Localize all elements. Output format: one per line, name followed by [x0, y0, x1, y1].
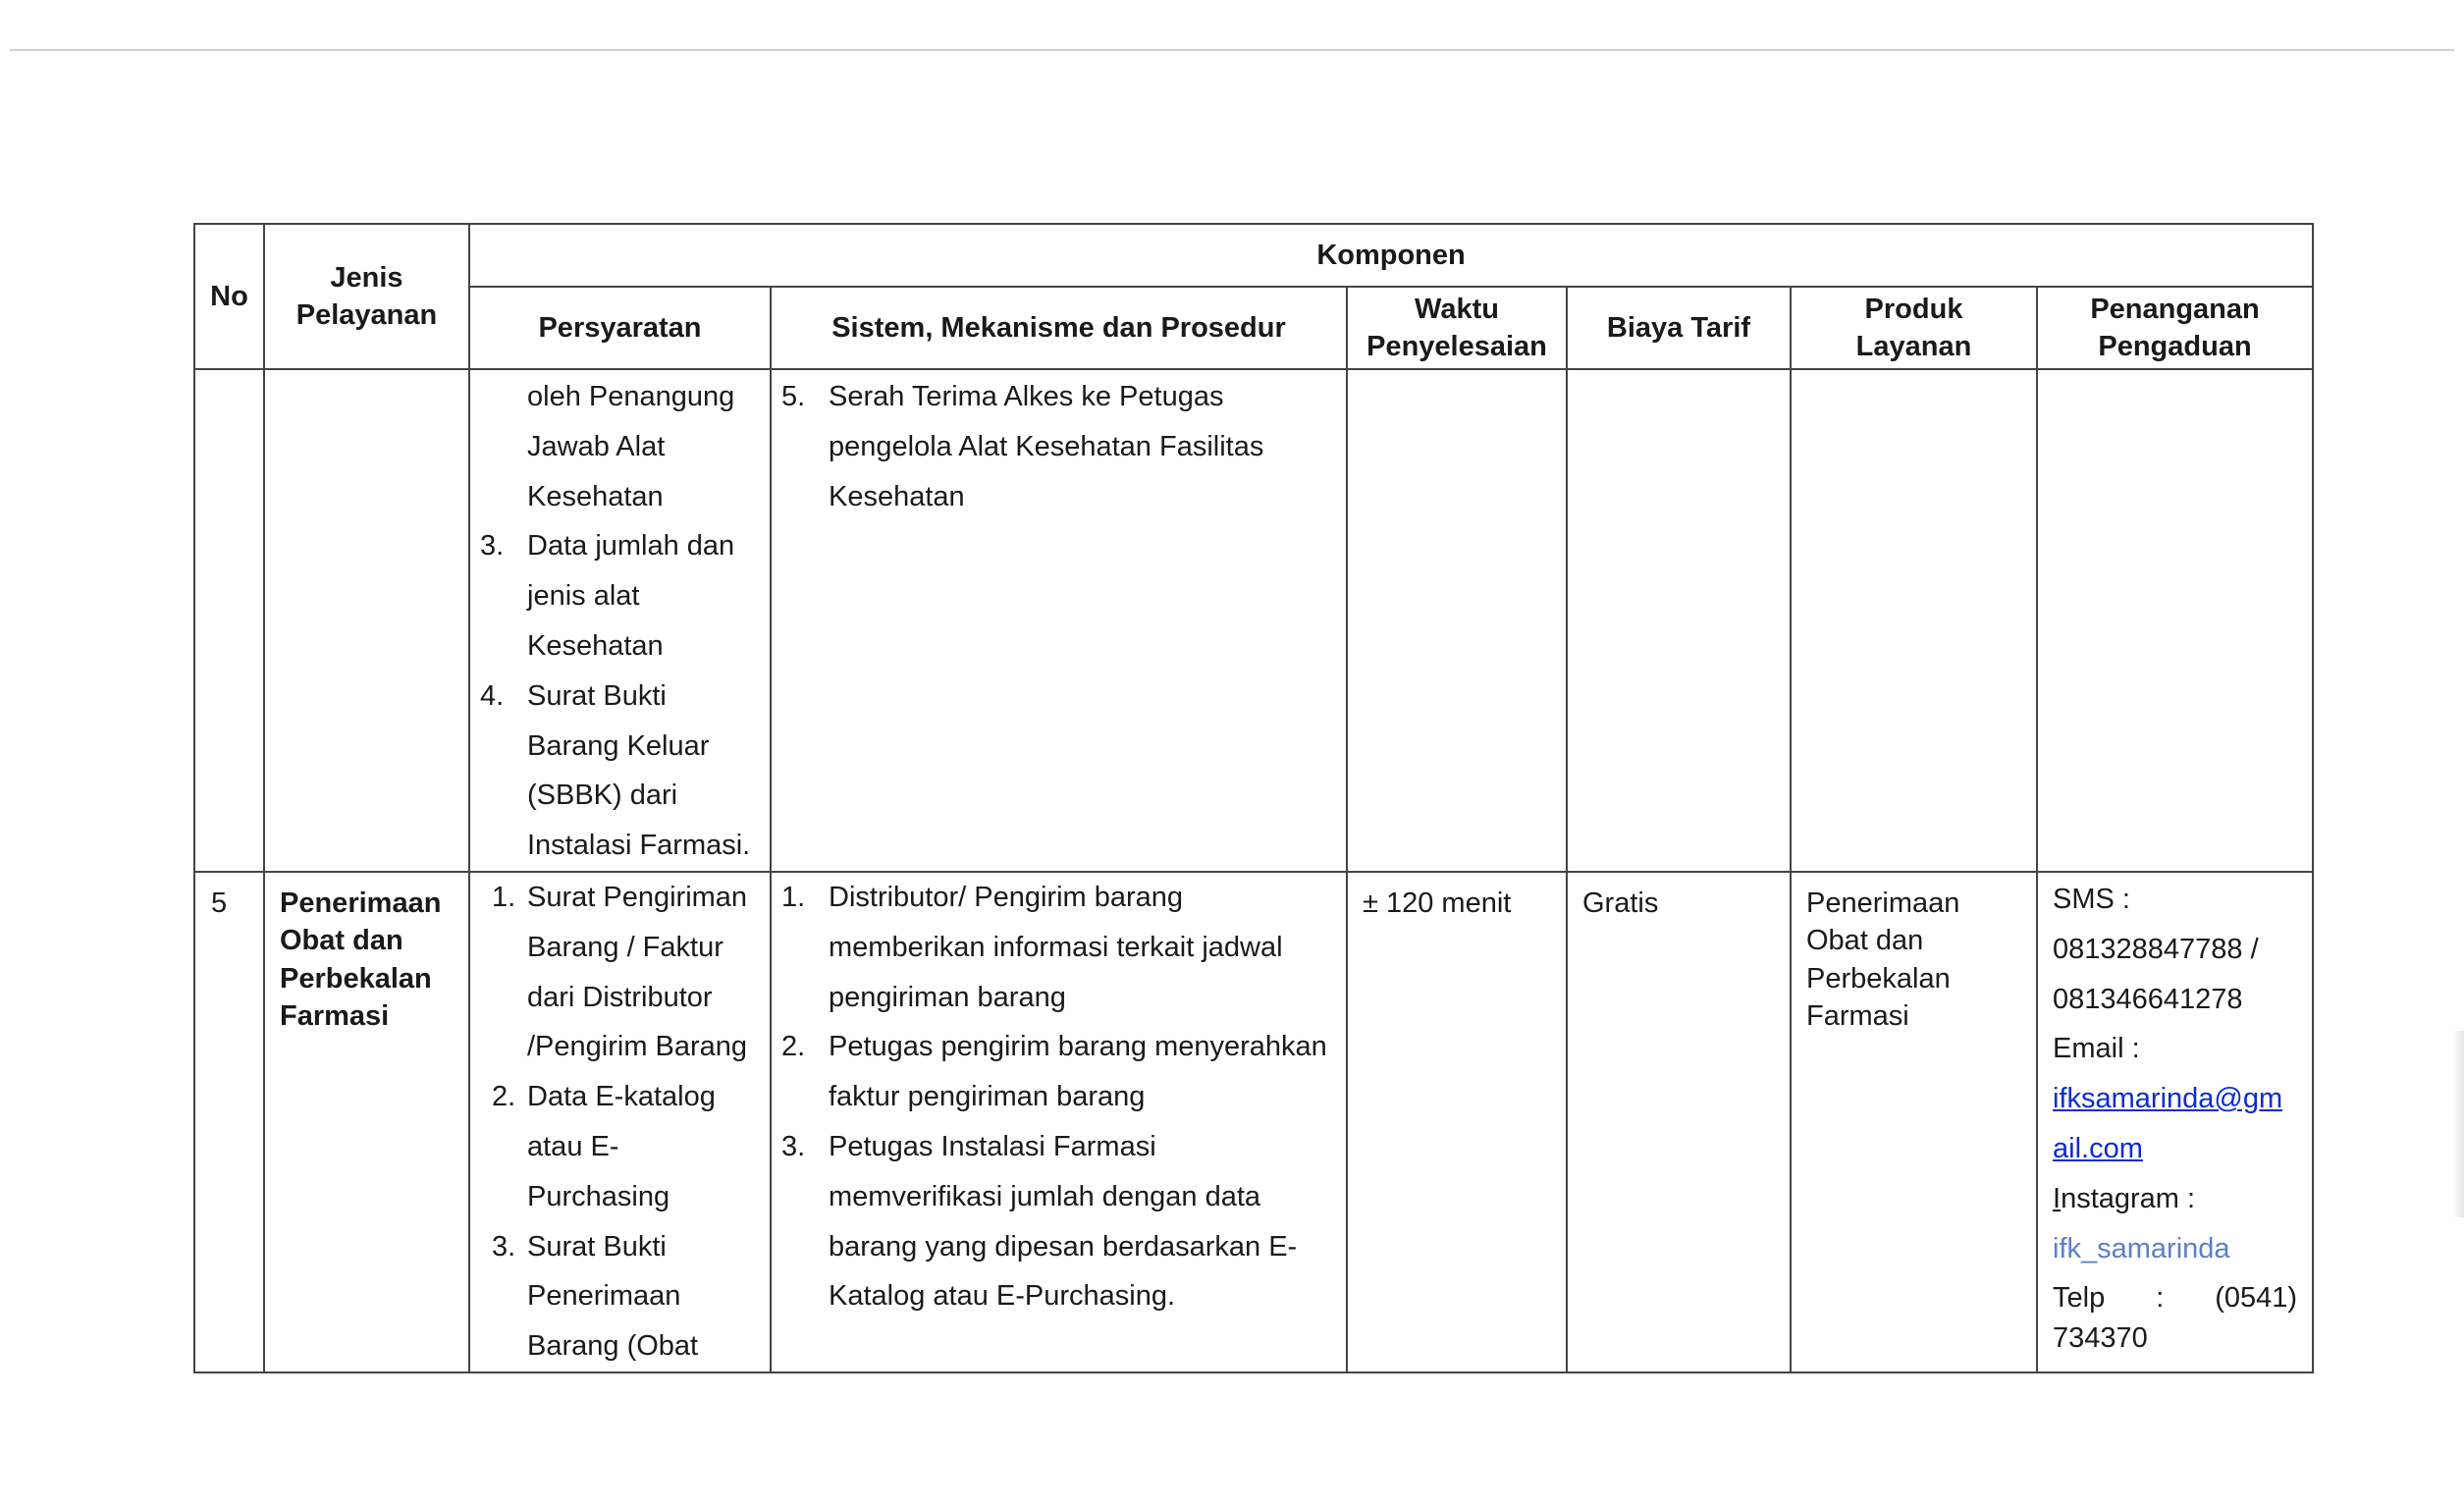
cell-waktu: ± 120 menit [1347, 872, 1567, 1372]
header-no: No [194, 224, 264, 369]
header-produk: Produk Layanan [1791, 287, 2037, 369]
pengaduan-telp-line [2053, 1273, 2297, 1323]
persyaratan-list [480, 372, 760, 871]
pengaduan-instagram-label [2053, 1174, 2297, 1224]
list-item: 3. Data jumlah dan [480, 530, 735, 563]
page-edge-shadow [2452, 1031, 2464, 1217]
cell-biaya: Gratis [1567, 872, 1791, 1372]
header-pengaduan: Penanganan Pengaduan [2037, 287, 2313, 369]
list-item: dari Distributor [527, 981, 713, 1013]
telp-colon: : [2156, 1282, 2165, 1315]
list-item: 2. Data E-katalog [492, 1081, 716, 1113]
list-item: 3. Surat Bukti [492, 1230, 667, 1263]
list-item: (SBBK) dari [527, 780, 678, 812]
list-item: Katalog atau E-Purchasing. [829, 1280, 1176, 1313]
pengaduan-email-label: Email : [2053, 1033, 2140, 1065]
cell-produk: Penerimaan Obat dan Perbekalan Farmasi [1791, 872, 2037, 1372]
list-item: jenis alat [527, 580, 640, 613]
list-item: Barang Keluar [527, 729, 710, 762]
header-biaya: Biaya Tarif [1567, 287, 1791, 369]
header-waktu: Waktu Penyelesaian [1347, 287, 1567, 369]
list-item: Purchasing [527, 1180, 670, 1212]
table-row-5 [194, 872, 2313, 1372]
list-item: faktur pengiriman barang [829, 1081, 1146, 1113]
list-item: memverifikasi jumlah dengan data [829, 1180, 1261, 1212]
list-item: /Pengirim Barang [527, 1031, 748, 1063]
service-standard-table [193, 223, 2314, 1373]
pengaduan-telp-number: 734370 [2053, 1322, 2148, 1355]
header-komponen: Komponen [469, 224, 2313, 287]
cell-sistem [771, 872, 1347, 1372]
pengaduan-sms-numbers: 081328847788 / 081346641278 [2053, 933, 2259, 1015]
cell-jenis-pelayanan: Penerimaan Obat dan Perbekalan Farmasi [264, 872, 469, 1372]
list-item: memberikan informasi terkait jadwal [829, 931, 1283, 963]
sistem-list [781, 372, 1336, 521]
list-item: barang yang dipesan berdasarkan E- [829, 1230, 1298, 1263]
list-item: Instalasi Farmasi. [527, 830, 751, 862]
cell-pengaduan [2037, 872, 2313, 1372]
instagram-label-first: I [2053, 1182, 2062, 1214]
cell-pengaduan-empty [2037, 369, 2313, 872]
cell-no: 5 [194, 872, 264, 1372]
header-jenis-pelayanan: Jenis Pelayanan [264, 224, 469, 369]
cell-no-empty [194, 369, 264, 872]
instagram-label-rest: nstagram : [2061, 1182, 2196, 1214]
persyaratan-list [480, 873, 760, 1372]
cell-produk-empty [1791, 369, 2037, 872]
sistem-list [781, 873, 1336, 1321]
list-item: Barang (Obat [527, 1330, 699, 1363]
telp-code: (0541) [2215, 1282, 2298, 1315]
table-row-continued [194, 369, 2313, 872]
header-sistem: Sistem, Mekanisme dan Prosedur [771, 287, 1347, 369]
header-row-top [194, 224, 2313, 287]
list-item: Barang / Faktur [527, 931, 723, 963]
list-item: Penerimaan [527, 1280, 681, 1313]
list-item: Kesehatan [829, 480, 965, 512]
cell-waktu-empty [1347, 369, 1567, 872]
header-persyaratan: Persyaratan [469, 287, 771, 369]
list-item: 4. Surat Bukti [480, 679, 667, 712]
list-item: 2. Petugas pengirim barang menyerahkan [781, 1031, 1327, 1063]
list-item: pengelola Alat Kesehatan Fasilitas [829, 430, 1264, 462]
cell-biaya-empty [1567, 369, 1791, 872]
list-item: Kesehatan [527, 480, 664, 512]
pengaduan-sms-label: SMS : [2053, 883, 2130, 915]
page-top-rule [10, 49, 2454, 51]
email-link-line2[interactable]: ail.com [2053, 1132, 2143, 1164]
list-item: pengiriman barang [829, 981, 1066, 1013]
cell-sistem [771, 369, 1347, 872]
cell-persyaratan [469, 872, 771, 1372]
header-row-sub [194, 287, 2313, 369]
list-item: atau E- [527, 1130, 619, 1162]
cell-persyaratan [469, 369, 771, 872]
pengaduan-instagram-handle[interactable]: ifk_samarinda [2053, 1232, 2230, 1264]
cell-jenis-empty [264, 369, 469, 872]
pengaduan-email-link[interactable] [2053, 1074, 2297, 1174]
list-item: 3. Petugas Instalasi Farmasi [781, 1130, 1156, 1162]
list-item: oleh Penangung [527, 381, 735, 412]
email-link-line1[interactable]: ifksamarinda@gm [2053, 1083, 2283, 1115]
list-item: 1. Surat Pengiriman [492, 881, 748, 913]
telp-label: Telp [2053, 1282, 2106, 1315]
list-item: 1. Distributor/ Pengirim barang [781, 881, 1184, 913]
list-item: Jawab Alat [527, 430, 666, 462]
list-item: Kesehatan [527, 629, 664, 662]
list-item: 5. Serah Terima Alkes ke Petugas [781, 381, 1224, 412]
